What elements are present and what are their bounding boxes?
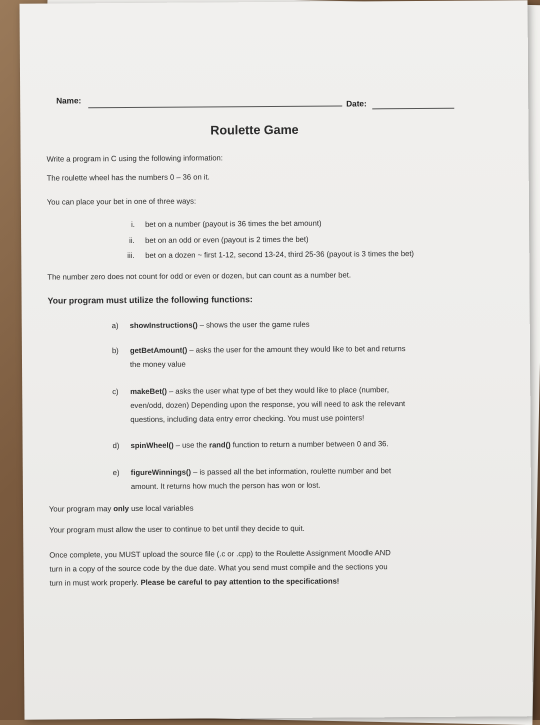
closing-line: turn in a copy of the source code by the due date. What you send must compile and the sections you (49, 562, 388, 574)
function-desc: function to return a number between 0 and 36. (230, 439, 389, 450)
function-letter: c) (112, 387, 119, 397)
function-inline-name: rand() (209, 440, 231, 450)
function-desc: – use the (173, 440, 210, 450)
function-item-showinstructions (130, 320, 310, 330)
functions-heading: Your program must utilize the following functions: (47, 294, 253, 306)
function-desc: – shows the user the game rules (197, 319, 310, 330)
bet-way-number: i. (131, 219, 135, 230)
date-label: Date: (346, 99, 367, 109)
local-vars-bold: only (113, 504, 129, 514)
bet-way-text: bet on a number (payout is 36 times the bet amount) (145, 218, 322, 229)
continue-note: Your program must allow the user to continue to bet until they decide to quit. (49, 523, 305, 535)
function-name: getBetAmount() (129, 345, 188, 356)
closing-emphasis: Please be careful to pay attention to the specifications! (140, 576, 340, 587)
local-vars-note (49, 504, 194, 514)
function-name: spinWheel() (130, 440, 174, 451)
function-letter: b) (111, 346, 119, 356)
function-item-spinwheel (131, 439, 389, 450)
function-letter: a) (111, 321, 119, 331)
page-title: Roulette Game (210, 122, 299, 138)
function-desc: – asks the user for the amount they would like to bet and returns (187, 344, 406, 355)
function-name: showInstructions() (129, 320, 198, 331)
bet-way-number: iii. (127, 250, 135, 261)
function-item-figurewinnings (131, 466, 391, 477)
bet-way-text: bet on an odd or even (payout is 2 times the bet) (145, 234, 309, 245)
bet-way-text: bet on a dozen ~ first 1-12, second 13-24, third 25-36 (payout is 3 times the bet) (145, 249, 414, 260)
function-desc: – asks the user what type of bet they would like to place (number, (166, 385, 389, 396)
worksheet-page (20, 0, 533, 720)
function-name: figureWinnings() (130, 467, 192, 478)
intro-line: Write a program in C using the following information: (46, 153, 223, 164)
local-vars-pre: Your program may (49, 504, 114, 514)
closing-line (50, 577, 340, 588)
intro-line: You can place your bet in one of three ways: (46, 196, 197, 207)
bet-way-number: ii. (129, 235, 135, 246)
function-desc-cont: the money value (129, 359, 186, 370)
local-vars-post: use local variables (128, 503, 194, 514)
function-letter: e) (112, 468, 120, 478)
function-desc-cont: questions, including data entry error checking. You must use pointers! (130, 413, 365, 425)
intro-line: The roulette wheel has the numbers 0 – 36 on it. (46, 172, 210, 183)
closing-line: Once complete, you MUST upload the source file (.c or .cpp) to the Roulette Assignment Moodle AND (49, 548, 391, 560)
function-desc-cont: amount. It returns how much the person has won or lost. (130, 480, 321, 492)
date-line (372, 108, 454, 110)
closing-pre: turn in must work properly. (49, 577, 141, 588)
function-name: makeBet() (130, 386, 167, 397)
function-desc: – is passed all the bet information, roulette number and bet (190, 466, 392, 477)
function-item-makebet (130, 385, 389, 396)
function-desc-cont: even/odd, dozen) Depending upon the response, you will need to ask the relevant (130, 399, 406, 411)
zero-note: The number zero does not count for odd or even or dozen, but can count as a number bet. (47, 270, 351, 282)
name-label: Name: (56, 96, 82, 106)
name-line (88, 106, 342, 109)
function-letter: d) (112, 441, 120, 451)
function-item-getbetamount (130, 344, 406, 355)
